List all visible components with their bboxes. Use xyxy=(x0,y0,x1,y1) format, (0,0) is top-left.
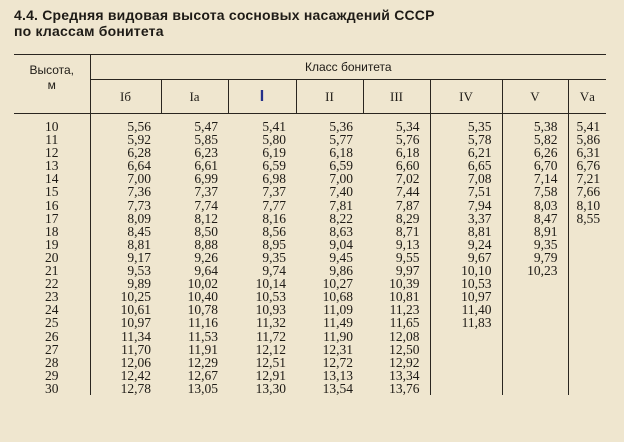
height-value: 14 xyxy=(14,172,90,185)
form-height-cell xyxy=(502,277,568,290)
form-height-cell: 9,45 xyxy=(329,249,353,265)
form-height-cell: 11,34 xyxy=(121,328,151,344)
form-height-cell: 6,65 xyxy=(430,159,502,172)
form-height-cell: 5,76 xyxy=(395,132,420,148)
form-height-cell: 11,49 xyxy=(323,315,353,331)
form-height-cell: 9,97 xyxy=(395,263,420,279)
form-height-cell: 12,12 xyxy=(255,341,286,357)
height-value: 11 xyxy=(14,133,90,146)
form-height-cell xyxy=(502,290,568,303)
form-height-cell: 8,03 xyxy=(502,199,568,212)
table-row xyxy=(14,303,606,316)
form-height-cell: 10,68 xyxy=(322,289,353,305)
column-header-iv: IV xyxy=(430,80,502,114)
form-height-cell: 5,47 xyxy=(194,119,218,134)
form-height-cell xyxy=(568,369,606,382)
form-height-cell: 12,91 xyxy=(255,367,286,383)
site-class-group-header: Класс бонитета xyxy=(90,55,606,80)
form-height-cell: 7,00 xyxy=(127,171,151,187)
form-height-cell: 7,21 xyxy=(568,172,606,185)
table-row xyxy=(14,316,606,329)
form-height-cell: 6,59 xyxy=(329,158,353,174)
form-height-cell: 12,92 xyxy=(389,354,420,370)
column-header-va: Vа xyxy=(568,80,606,114)
form-height-cell: 10,10 xyxy=(430,264,502,277)
form-height-cell: 8,45 xyxy=(127,223,151,239)
height-value: 15 xyxy=(14,185,90,198)
caption-line-1: 4.4. Средняя видовая высота сосновых насаждений СССР xyxy=(14,7,435,23)
form-height-cell: 7,81 xyxy=(329,197,353,213)
form-height-cell xyxy=(568,238,606,251)
form-height-cell: 11,90 xyxy=(323,328,353,344)
form-height-cell: 8,56 xyxy=(262,223,286,239)
form-height-cell: 5,41 xyxy=(262,119,286,134)
form-height-cell: 13,30 xyxy=(255,380,286,396)
form-height-cell: 5,41 xyxy=(568,120,606,133)
form-height-cell: 9,04 xyxy=(329,236,353,252)
form-height-cell xyxy=(502,330,568,343)
form-height-cell: 10,53 xyxy=(255,289,286,305)
form-height-cell: 6,60 xyxy=(395,158,420,174)
form-height-cell: 9,13 xyxy=(395,236,420,252)
column-header-iii: III xyxy=(363,80,430,114)
height-value: 20 xyxy=(14,251,90,264)
height-value: 17 xyxy=(14,212,90,225)
form-height-cell: 8,55 xyxy=(568,212,606,225)
form-height-cell: 10,02 xyxy=(187,276,218,292)
form-height-cell: 13,76 xyxy=(389,380,420,396)
form-height-cell: 8,63 xyxy=(329,223,353,239)
table-row xyxy=(14,251,606,264)
form-height-cell: 7,08 xyxy=(430,172,502,185)
form-height-cell: 11,53 xyxy=(188,328,218,344)
table-row xyxy=(14,185,606,198)
table-row xyxy=(14,290,606,303)
form-height-cell: 13,34 xyxy=(389,367,420,383)
form-height-cell: 8,50 xyxy=(194,223,218,239)
height-value: 25 xyxy=(14,316,90,329)
form-height-cell: 11,91 xyxy=(188,341,218,357)
form-height-cell: 10,97 xyxy=(120,315,151,331)
form-height-cell: 9,89 xyxy=(127,276,151,292)
form-height-cell: 7,14 xyxy=(502,172,568,185)
form-height-cell: 11,70 xyxy=(121,341,151,357)
height-value: 28 xyxy=(14,356,90,369)
form-height-cell: 6,28 xyxy=(127,145,151,161)
form-height-cell: 5,35 xyxy=(430,120,502,133)
form-height-cell: 10,81 xyxy=(389,289,420,305)
form-height-cell: 9,24 xyxy=(430,238,502,251)
form-height-cell xyxy=(568,330,606,343)
form-height-cell: 5,92 xyxy=(127,132,151,148)
form-height-cell: 10,61 xyxy=(120,302,151,318)
form-height-cell xyxy=(568,290,606,303)
table-row xyxy=(14,172,606,185)
form-height-cell xyxy=(502,343,568,356)
form-height-cell: 7,40 xyxy=(329,184,353,200)
form-height-cell: 7,58 xyxy=(502,185,568,198)
form-height-cell: 8,10 xyxy=(568,199,606,212)
height-value: 21 xyxy=(14,264,90,277)
column-header-i: I xyxy=(228,80,296,114)
form-height-cell: 13,13 xyxy=(322,367,353,383)
form-height-cell: 9,74 xyxy=(262,263,286,279)
form-height-cell: 11,09 xyxy=(323,302,353,318)
table-row xyxy=(14,199,606,212)
form-height-cell: 7,94 xyxy=(430,199,502,212)
form-height-cell: 11,40 xyxy=(430,303,502,316)
table-row xyxy=(14,277,606,290)
form-height-cell xyxy=(430,330,502,343)
height-value: 29 xyxy=(14,369,90,382)
form-height-cell: 5,80 xyxy=(262,132,286,148)
form-height-cell: 5,77 xyxy=(329,132,353,148)
table-caption xyxy=(14,7,618,39)
form-height-cell: 6,26 xyxy=(502,146,568,159)
form-height-cell: 10,40 xyxy=(187,289,218,305)
table-body xyxy=(14,114,606,395)
form-height-cell: 11,23 xyxy=(389,302,420,318)
form-height-cell: 6,31 xyxy=(568,146,606,159)
form-height-cell: 10,53 xyxy=(430,277,502,290)
form-height-cell: 12,78 xyxy=(120,380,151,396)
form-height-cell xyxy=(502,382,568,395)
height-value: 27 xyxy=(14,343,90,356)
table-row xyxy=(14,264,606,277)
table-row xyxy=(14,133,606,146)
form-height-cell xyxy=(502,303,568,316)
form-height-cell: 12,31 xyxy=(322,341,353,357)
table-row xyxy=(14,159,606,172)
form-height-cell: 6,18 xyxy=(329,145,353,161)
table-row xyxy=(14,369,606,382)
form-height-cell: 5,38 xyxy=(502,120,568,133)
form-height-cell: 8,88 xyxy=(194,236,218,252)
form-height-cell: 5,78 xyxy=(430,133,502,146)
form-height-cell: 9,55 xyxy=(395,249,420,265)
form-height-cell xyxy=(502,369,568,382)
form-height-cell: 11,72 xyxy=(256,328,286,344)
form-height-cell: 7,37 xyxy=(194,184,218,200)
table-row xyxy=(14,120,606,133)
table-row xyxy=(14,356,606,369)
form-height-cell: 5,86 xyxy=(568,133,606,146)
form-height-cell: 10,78 xyxy=(187,302,218,318)
form-height-cell: 6,19 xyxy=(262,145,286,161)
form-height-cell: 9,86 xyxy=(329,263,353,279)
form-height-cell: 9,35 xyxy=(502,238,568,251)
form-height-cell xyxy=(568,251,606,264)
height-column-header xyxy=(14,55,90,114)
form-height-cell: 3,37 xyxy=(430,212,502,225)
form-height-cell: 7,77 xyxy=(262,197,286,213)
form-height-cell: 8,91 xyxy=(502,225,568,238)
form-height-cell xyxy=(568,303,606,316)
table-row xyxy=(14,382,606,395)
form-height-cell xyxy=(430,356,502,369)
form-height-cell: 12,42 xyxy=(120,367,151,383)
form-height-cell xyxy=(568,356,606,369)
table-row xyxy=(14,146,606,159)
form-height-cell: 9,67 xyxy=(430,251,502,264)
form-height-cell xyxy=(430,382,502,395)
form-height-cell xyxy=(568,343,606,356)
form-height-cell: 6,23 xyxy=(194,145,218,161)
form-height-cell: 7,87 xyxy=(395,197,420,213)
form-height-cell: 9,64 xyxy=(194,263,218,279)
caption-line-2: по классам бонитета xyxy=(14,23,164,39)
form-height-cell: 11,32 xyxy=(256,315,286,331)
form-height-cell: 10,39 xyxy=(389,276,420,292)
height-value: 19 xyxy=(14,238,90,251)
form-height-cell xyxy=(568,316,606,329)
form-height-cell: 6,59 xyxy=(262,158,286,174)
form-height-cell xyxy=(568,382,606,395)
form-height-cell: 8,09 xyxy=(127,210,151,226)
form-height-cell: 12,51 xyxy=(255,354,286,370)
form-height-cell: 13,05 xyxy=(187,380,218,396)
form-height-cell: 8,95 xyxy=(262,236,286,252)
form-height-cell xyxy=(430,343,502,356)
column-header-ib: Iб xyxy=(90,80,161,114)
height-value: 16 xyxy=(14,199,90,212)
form-height-cell: 12,06 xyxy=(120,354,151,370)
form-height-cell: 10,23 xyxy=(502,264,568,277)
form-height-cell: 10,14 xyxy=(255,276,286,292)
form-height-cell: 8,22 xyxy=(329,210,353,226)
form-height-cell: 6,99 xyxy=(194,171,218,187)
form-height-cell: 7,37 xyxy=(262,184,286,200)
form-height-cell: 10,25 xyxy=(120,289,151,305)
form-height-cell: 8,29 xyxy=(395,210,420,226)
form-height-cell: 10,97 xyxy=(430,290,502,303)
table-row xyxy=(14,343,606,356)
form-height-cell: 10,27 xyxy=(322,276,353,292)
form-height-cell: 7,02 xyxy=(395,171,420,187)
table-header xyxy=(14,55,606,114)
form-height-cell: 8,16 xyxy=(262,210,286,226)
form-height-cell: 6,70 xyxy=(502,159,568,172)
form-height-cell: 5,36 xyxy=(329,119,353,134)
form-height-cell xyxy=(568,225,606,238)
form-height-cell: 12,08 xyxy=(389,328,420,344)
form-height-cell: 6,64 xyxy=(127,158,151,174)
form-height-cell: 7,74 xyxy=(194,197,218,213)
form-height-cell: 7,73 xyxy=(127,197,151,213)
form-height-cell: 8,47 xyxy=(502,212,568,225)
height-value: 23 xyxy=(14,290,90,303)
form-height-cell: 6,98 xyxy=(262,171,286,187)
form-height-cell: 5,85 xyxy=(194,132,218,148)
height-header-label: Высота, xyxy=(29,63,75,77)
height-value: 12 xyxy=(14,146,90,159)
height-value: 26 xyxy=(14,330,90,343)
column-header-ia: Iа xyxy=(161,80,228,114)
form-height-cell: 9,53 xyxy=(127,263,151,279)
form-height-cell: 10,93 xyxy=(255,302,286,318)
form-height-cell: 5,56 xyxy=(127,119,151,134)
form-height-cell: 7,44 xyxy=(395,184,420,200)
form-height-cell: 13,54 xyxy=(322,380,353,396)
form-height-cell: 8,81 xyxy=(430,225,502,238)
form-height-cell: 9,17 xyxy=(127,249,151,265)
column-header-ii: II xyxy=(296,80,363,114)
form-height-cell xyxy=(568,277,606,290)
form-height-cell: 8,71 xyxy=(395,223,420,239)
form-height-cell: 9,79 xyxy=(502,251,568,264)
form-height-cell: 9,26 xyxy=(194,249,218,265)
form-height-cell: 8,81 xyxy=(127,236,151,252)
form-height-cell: 11,65 xyxy=(389,315,420,331)
site-class-height-table xyxy=(14,54,606,395)
form-height-cell xyxy=(502,316,568,329)
form-height-cell: 12,50 xyxy=(389,341,420,357)
form-height-cell: 11,16 xyxy=(188,315,218,331)
form-height-cell xyxy=(568,264,606,277)
form-height-cell: 7,66 xyxy=(568,185,606,198)
form-height-cell: 6,18 xyxy=(395,145,420,161)
height-value: 13 xyxy=(14,159,90,172)
form-height-cell: 6,61 xyxy=(194,158,218,174)
form-height-cell: 11,83 xyxy=(430,316,502,329)
form-height-cell: 12,29 xyxy=(187,354,218,370)
form-height-cell: 12,67 xyxy=(187,367,218,383)
height-value: 22 xyxy=(14,277,90,290)
form-height-cell: 7,36 xyxy=(127,184,151,200)
form-height-cell: 5,34 xyxy=(395,119,420,134)
form-height-cell xyxy=(430,369,502,382)
height-value: 30 xyxy=(14,382,90,395)
table-row xyxy=(14,330,606,343)
form-height-cell: 7,00 xyxy=(329,171,353,187)
height-value: 10 xyxy=(14,120,90,133)
form-height-cell: 12,72 xyxy=(322,354,353,370)
form-height-cell: 9,35 xyxy=(262,249,286,265)
form-height-cell: 8,12 xyxy=(194,210,218,226)
column-header-v: V xyxy=(502,80,568,114)
form-height-cell: 6,21 xyxy=(430,146,502,159)
height-header-unit: м xyxy=(47,78,56,92)
form-height-cell: 6,76 xyxy=(568,159,606,172)
form-height-cell: 5,82 xyxy=(502,133,568,146)
form-height-cell xyxy=(502,356,568,369)
table-row xyxy=(14,225,606,238)
table-row xyxy=(14,238,606,251)
height-value: 18 xyxy=(14,225,90,238)
form-height-cell: 7,51 xyxy=(430,185,502,198)
height-value: 24 xyxy=(14,303,90,316)
table-row xyxy=(14,212,606,225)
